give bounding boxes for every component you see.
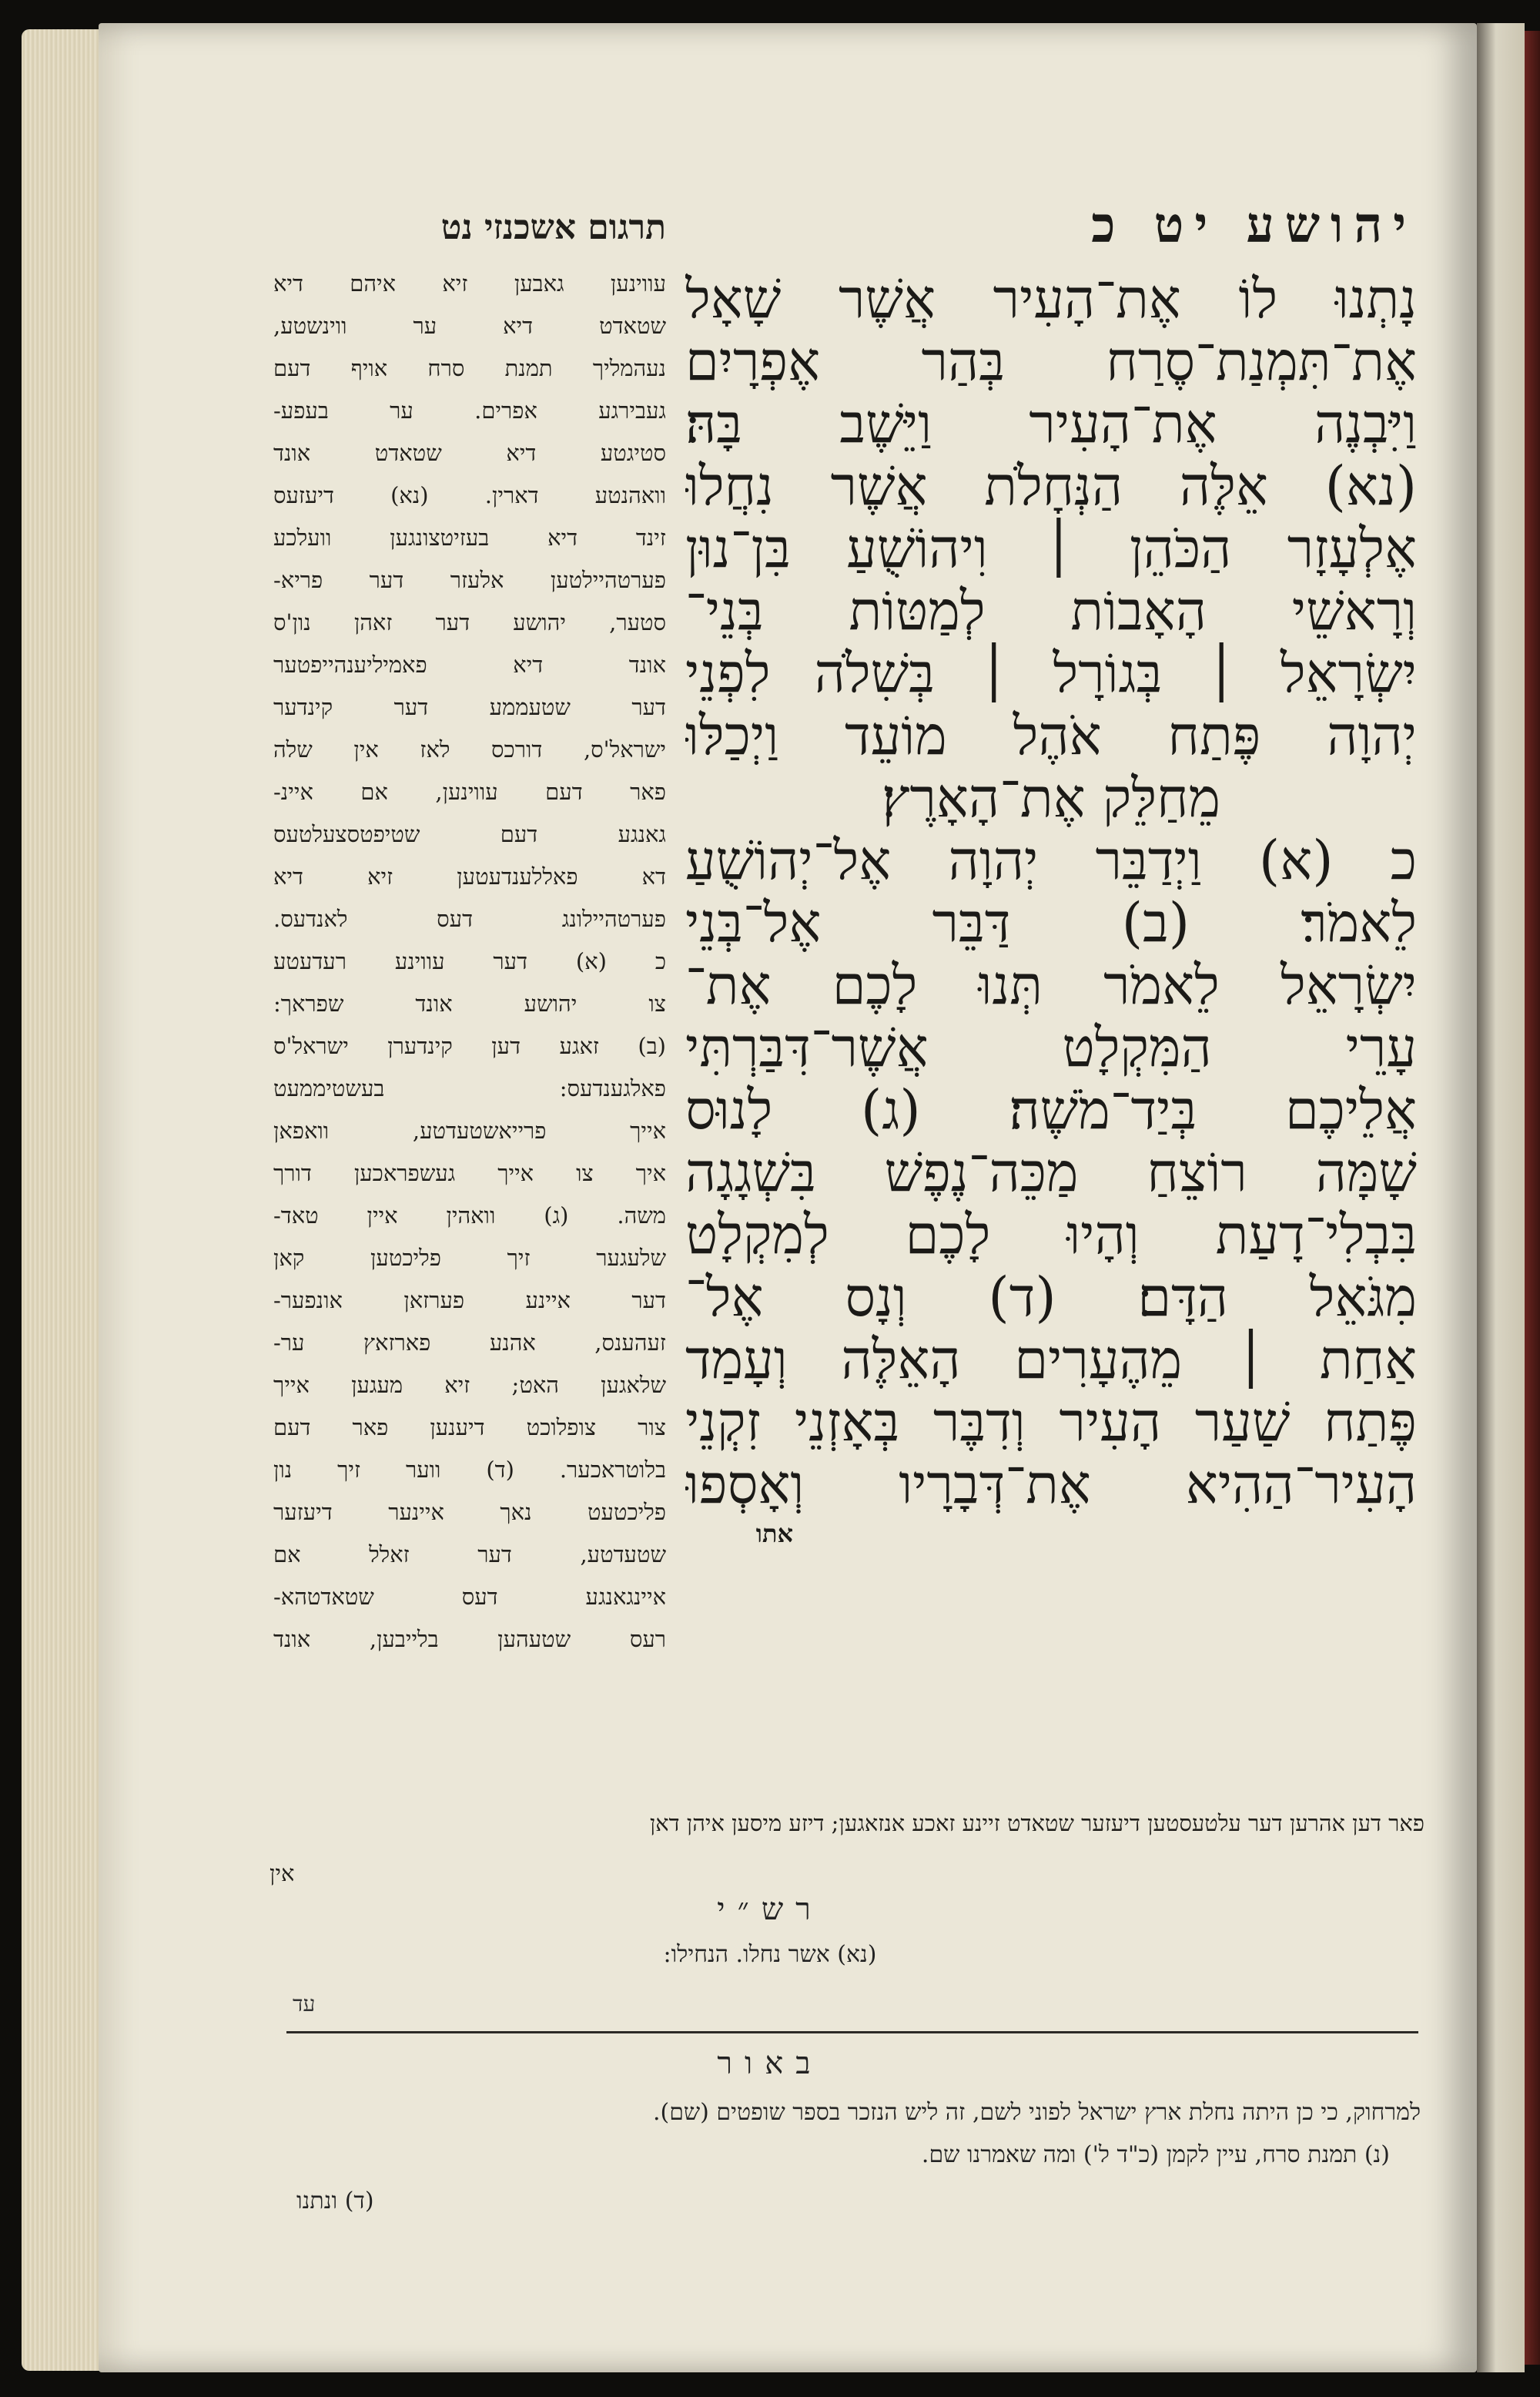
scripture-line: פֶּתַח שַׁעַר הָעִיר וְדִבֶּר בְּאָזְנֵי זִקְנֵי: [685, 1391, 1417, 1453]
scripture-line: אֶת־תִּמְנַת־סֶרַח בְּהַר אֶפְרָיִם: [685, 330, 1417, 393]
rashi-text: (נא) אשר נחלו. הנחילו:: [663, 1941, 877, 1968]
targum-line: סטיגטע דיא שטאדט אונד: [273, 440, 666, 466]
biur-catchword: (ד) ונתנו: [296, 2187, 374, 2214]
targum-line: שטעדטע, דער זאלל אם: [273, 1541, 666, 1567]
targum-line: געבירגע אפרים. ער בעפע-: [273, 397, 666, 424]
scripture-line: וְרָאשֵׁי הָאָבוֹת לְמַטּוֹת בְּנֵי־: [685, 580, 1417, 642]
targum-line: שטאדט דיא ער ווינשטע,: [273, 313, 666, 339]
scripture-line: (נא) אֵלֶּה הַנְּחָלֹת אֲשֶׁר נִחֲלוּ: [685, 455, 1417, 518]
targum-line: איינגאנגע דעס שטאדטהא-: [273, 1584, 666, 1610]
targum-continuation: פאר דען אהרען דער עלטעסטען דיעזער שטאדט זיינע זאכע אנזאגען; דיזע מיסען איהן דאן: [649, 1810, 1424, 1836]
scripture-line: בִּבְלִי־דָעַת וְהָיוּ לָכֶם לְמִקְלָט: [685, 1204, 1417, 1266]
biur-title: באור: [717, 2046, 823, 2081]
targum-line: סטער, יהושע דער זאהן נון'ס: [273, 609, 666, 635]
scripture-line: אַחַת ׀ מֵהֶעָרִים הָאֵלֶּה וְעָמַד: [685, 1329, 1417, 1391]
targum-line: דער שטעממע דער קינדער: [273, 694, 666, 720]
facing-page-edge: [1477, 23, 1525, 2372]
scripture-catchword: אתו: [755, 1519, 793, 1548]
targum-line: איך צו אייך געשפראכען דורך: [273, 1160, 666, 1186]
targum-line: פאלגענדעס: בעשטיממעט: [273, 1075, 666, 1101]
targum-line: גאנגע דעם שטיפטסצעלטעס: [273, 821, 666, 847]
scripture-line: עָרֵי הַמִּקְלָט אֲשֶׁר־דִּבַּרְתִּי: [685, 1017, 1417, 1079]
targum-line: דער איינע פערזאן אונפער-: [273, 1287, 666, 1313]
scripture-line: אֶלְעָזָר הַכֹּהֵן ׀ וִיהוֹשֻׁעַ בִּן־נוּן: [685, 518, 1417, 580]
binding-edge: [1525, 31, 1540, 2365]
targum-header: תרגום אשכנזי נט: [440, 208, 666, 247]
targum-line: עווינען גאבען זיא איהם דיא: [273, 270, 666, 297]
scripture-header: יהושע יט כ: [1091, 196, 1417, 254]
targum-line: רעס שטעהען בלייבען, אונד: [273, 1626, 666, 1652]
biur-line: למרחוק, כי כן היתה נחלת ארץ ישראל לפוני לשם, זה ליש הנזכר בספר שופטים (שם).: [652, 2099, 1421, 2126]
scripture-line: יִשְׂרָאֵל ׀ בְּגוֹרָל ׀ בְּשִׁלֹה לִפְנֵי: [685, 642, 1417, 705]
targum-line: שלאגען האט; זיא מעגען אייך: [273, 1372, 666, 1398]
targum-line: פערטהיילטען אלעזר דער פריא-: [273, 567, 666, 593]
targum-line: אונד דיא פאמיליענהייפטער: [273, 652, 666, 678]
targum-line: פליכטעט נאך איינער דיעזער: [273, 1499, 666, 1525]
targum-line: דא פאללענדעטען זיא דיא: [273, 863, 666, 890]
targum-line: זינד דיא בעזיטצונגען וועלכע: [273, 525, 666, 551]
scripture-line: מֵחַלֵּק אֶת־הָאָרֶץ׃: [882, 767, 1220, 830]
targum-line: בלוטראכער. (ד) ווער זיך נון: [273, 1457, 666, 1483]
scripture-line: נָתְנוּ לוֹ אֶת־הָעִיר אֲשֶׁר שָׁאָל: [685, 268, 1417, 330]
signature-mark: עד: [293, 1991, 316, 2016]
targum-line: אייך פרייאשטעדטע, וואפאן: [273, 1118, 666, 1144]
scripture-column: [685, 196, 1417, 1783]
scripture-line: יְהוָה פֶּתַח אֹהֶל מוֹעֵד וַיְכַלּוּ: [685, 705, 1417, 767]
page-edge: [22, 29, 106, 2371]
targum-line: כ (א) דער עווינע רעדעטע: [273, 948, 666, 974]
scripture-line: אֲלֵיכֶם בְּיַד־מֹשֶׁה׃ (ג) לָנוּס: [685, 1079, 1417, 1142]
scripture-line: לֵאמֹר׃ (ב) דַּבֵּר אֶל־בְּנֵי: [685, 892, 1417, 954]
targum-continuation-end: אין: [270, 1860, 295, 1886]
targum-line: צו יהושע אונד שפראך:: [273, 991, 666, 1017]
scripture-line: הָעִיר־הַהִיא אֶת־דְּבָרָיו וְאָסְפוּ: [685, 1453, 1417, 1516]
divider-rule: [286, 2031, 1418, 2033]
scripture-line: יִשְׂרָאֵל לֵאמֹר תְּנוּ לָכֶם אֶת־: [685, 954, 1417, 1017]
targum-line: פערטהיילונג דעס לאנדעס.: [273, 906, 666, 932]
scripture-line: שָׁמָּה רוֹצֵחַ מַכֵּה־נֶפֶשׁ בִּשְׁגָגָה: [685, 1142, 1417, 1204]
rashi-title: רש״י: [717, 1892, 823, 1927]
scripture-line: וַיִּבְנֶה אֶת־הָעִיר וַיֵּשֶׁב בָּהּ׃: [685, 393, 1417, 455]
targum-line: שלעגער זיך פליכטען קאן: [273, 1245, 666, 1271]
targum-line: זעהענס, אהנע פארזאץ ער-: [273, 1329, 666, 1356]
targum-line: נעהמליך תמנת סרח אויף דעם: [273, 355, 666, 381]
targum-line: צור צופלוכט דיענען פאר דעם: [273, 1414, 666, 1440]
scripture-line: מִגֹּאֵל הַדָּם׃ (ד) וְנָס אֶל־: [685, 1266, 1417, 1329]
targum-line: פאר דעם עווינען, אם איינ-: [273, 779, 666, 805]
targum-column: [273, 208, 666, 1818]
targum-line: וואהנטע דארין. (נא) דיעזעס: [273, 482, 666, 508]
scripture-line: כ (א) וַיְדַבֵּר יְהוָה אֶל־יְהוֹשֻׁעַ: [685, 830, 1417, 892]
targum-line: (ב) זאגע דען קינדערן ישראל'ס: [273, 1033, 666, 1059]
biur-line: (נ) תמנת סרח, עיין לקמן (כ"ד ל') ומה שאמרנו שם.: [921, 2141, 1390, 2168]
targum-line: ישראל'ס, דורכס לאז אין שלה: [273, 736, 666, 763]
targum-line: משה. (ג) וואהין איין טאד-: [273, 1202, 666, 1229]
